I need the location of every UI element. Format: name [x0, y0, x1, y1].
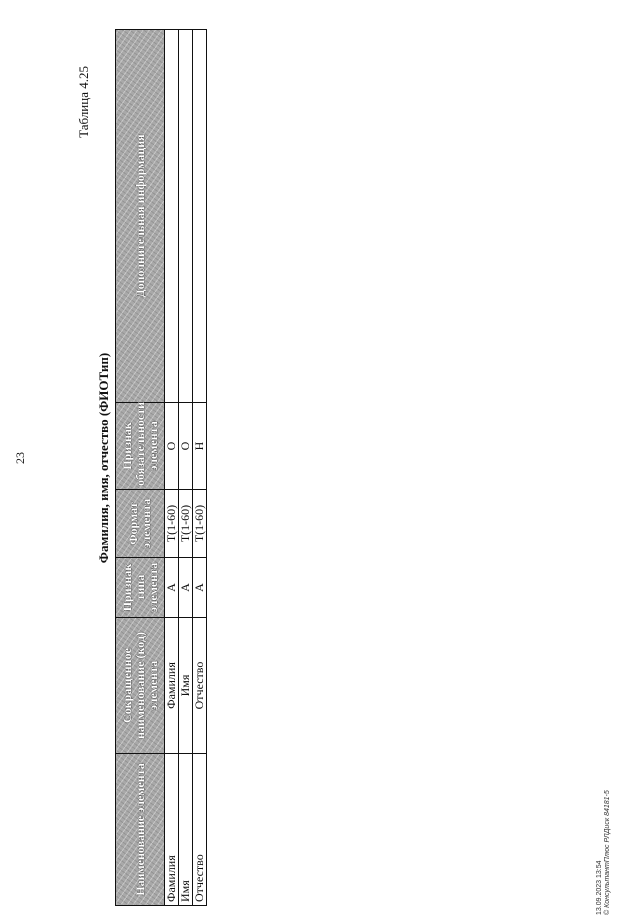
- table-title: Фамилия, имя, отчество (ФИОТип): [96, 352, 111, 564]
- table-row: [165, 30, 179, 906]
- cell-type: А: [165, 558, 179, 618]
- cell-info: [179, 30, 193, 403]
- source-watermark: [596, 790, 612, 915]
- table-caption: Таблица 4.25: [76, 66, 91, 138]
- cell-name: Фамилия: [165, 754, 179, 906]
- cell-required: Н: [193, 403, 207, 490]
- header-element-name: Наименование элемента: [116, 754, 165, 906]
- elements-table: [115, 29, 207, 906]
- cell-code: Отчество: [193, 618, 207, 754]
- table-row: [179, 30, 193, 906]
- page-number: 23: [13, 452, 27, 464]
- cell-required: О: [165, 403, 179, 490]
- table-header-row: [116, 30, 165, 906]
- cell-info: [193, 30, 207, 403]
- watermark-date: 13.09.2023 13:54: [596, 860, 603, 915]
- header-type-flag: Признак типа элемента: [116, 558, 165, 618]
- cell-format: T(1-60): [193, 490, 207, 558]
- table-row: [193, 30, 207, 906]
- cell-format: T(1-60): [179, 490, 193, 558]
- header-short-code: Сокращенное наименование (код) элемента: [116, 618, 165, 754]
- cell-code: Имя: [179, 618, 193, 754]
- header-additional-info: Дополнительная информация: [116, 30, 165, 403]
- cell-required: О: [179, 403, 193, 490]
- cell-info: [165, 30, 179, 403]
- header-format: Формат элемента: [116, 490, 165, 558]
- cell-type: А: [179, 558, 193, 618]
- header-required-flag: Признак обязательности элемента: [116, 403, 165, 490]
- cell-format: T(1-60): [165, 490, 179, 558]
- cell-type: А: [193, 558, 207, 618]
- watermark-source: © КонсультантПлюс РЛДиск 84181-5: [604, 790, 611, 915]
- cell-code: Фамилия: [165, 618, 179, 754]
- cell-name: Имя: [179, 754, 193, 906]
- cell-name: Отчество: [193, 754, 207, 906]
